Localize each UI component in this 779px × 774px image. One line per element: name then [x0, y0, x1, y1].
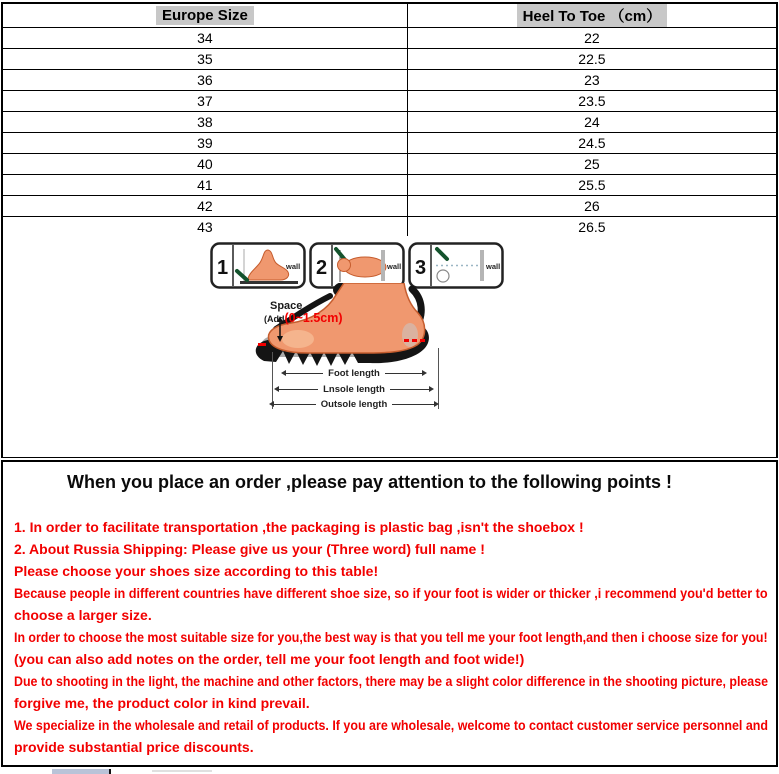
step-number: 2	[316, 257, 328, 279]
order-notice-box	[1, 460, 778, 767]
size-cell: 43	[2, 217, 407, 238]
arrow-right-icon	[434, 401, 439, 407]
size-table-header-heel	[407, 3, 777, 28]
table-row	[2, 112, 777, 133]
foot-toe-icon	[338, 259, 351, 272]
wall-label: wall	[486, 262, 501, 271]
length-cell: 23	[407, 70, 777, 91]
size-table	[1, 2, 778, 239]
toe-highlight	[282, 330, 314, 348]
wall-bar	[381, 250, 385, 281]
size-cell: 39	[2, 133, 407, 154]
space-label: Space	[270, 300, 303, 312]
notice-line: choose a larger size.	[14, 607, 152, 623]
next-row-divider-fragment	[109, 769, 111, 774]
toe-marker-red	[258, 343, 266, 346]
arrow-right-icon	[429, 386, 434, 392]
wall-bar	[480, 250, 484, 281]
notice-line: 1. In order to facilitate transportation ,the packaging is plastic bag ,isn't the shoebox !	[14, 519, 584, 535]
table-row	[2, 196, 777, 217]
notice-line: Because people in different countries have different shoe size, so if your foot is wider or thicker ,i recommend you'd better to	[14, 585, 768, 601]
length-cell: 22	[407, 28, 777, 49]
measure-step-2-panel	[309, 242, 405, 289]
length-cell: 22.5	[407, 49, 777, 70]
table-row	[2, 175, 777, 196]
next-row-fragment	[52, 769, 109, 774]
table-row	[2, 49, 777, 70]
heel-marker-red	[412, 339, 417, 342]
notice-line: (you can also add notes on the order, tell me your foot length and foot wide!)	[14, 651, 525, 667]
europe-size-header-label: Europe Size	[156, 6, 254, 25]
length-cell: 24	[407, 112, 777, 133]
length-cell: 25	[407, 154, 777, 175]
length-cell: 24.5	[407, 133, 777, 154]
foot-measure-diagram-row	[1, 236, 778, 458]
insole-length-label: Lnsole length	[323, 383, 385, 395]
arrow-right-icon	[422, 370, 427, 376]
foot-length-label: Foot length	[328, 367, 380, 379]
size-table-header-row	[2, 3, 777, 28]
size-table-header-europe	[2, 3, 407, 28]
wall-label: wall	[387, 262, 402, 271]
dimension-outsole-length	[269, 399, 439, 409]
table-row	[2, 133, 777, 154]
notice-line: Due to shooting in the light, the machine and other factors, there may be a slight color difference in the shooting picture, please	[14, 673, 769, 689]
size-cell: 41	[2, 175, 407, 196]
notice-lines	[14, 516, 768, 758]
notice-line: In order to choose the most suitable size for you,the best way is that you tell me your foot length,and then i choose size for you!	[14, 629, 768, 645]
space-add-red: (0~1.5cm)	[284, 311, 343, 325]
size-cell: 37	[2, 91, 407, 112]
dimension-foot-length	[281, 368, 427, 378]
measure-step-1-panel	[210, 242, 306, 289]
next-row-smudge	[152, 770, 212, 772]
length-cell: 26.5	[407, 217, 777, 238]
dimension-insole-length	[274, 384, 434, 394]
heel-inlay	[402, 323, 418, 347]
space-add-label	[264, 312, 343, 325]
notice-line: 2. About Russia Shipping: Please give us your (Three word) full name !	[14, 541, 485, 557]
table-row	[2, 70, 777, 91]
size-cell: 34	[2, 28, 407, 49]
table-row	[2, 91, 777, 112]
step-number: 3	[415, 257, 427, 279]
measure-step-3-panel	[408, 242, 504, 289]
size-cell: 35	[2, 49, 407, 70]
table-row	[2, 154, 777, 175]
length-cell: 23.5	[407, 91, 777, 112]
tape-measure-icon	[437, 270, 449, 282]
wall-label: wall	[286, 262, 301, 271]
table-row	[2, 217, 777, 238]
heel-to-toe-header-label: Heel To Toe （cm）	[517, 4, 668, 27]
notice-line: provide substantial price discounts.	[14, 739, 254, 755]
size-cell: 42	[2, 196, 407, 217]
space-add-black: (Add	[264, 314, 285, 324]
length-cell: 26	[407, 196, 777, 217]
length-cell: 25.5	[407, 175, 777, 196]
size-cell: 40	[2, 154, 407, 175]
size-cell: 36	[2, 70, 407, 91]
notice-line: forgive me, the product color in kind prevail.	[14, 695, 310, 711]
notice-heading: When you place an order ,please pay attention to the following points !	[66, 472, 673, 492]
foot-length-illustration	[246, 283, 456, 375]
notice-line: Please choose your shoes size according to this table!	[14, 563, 379, 579]
step-number: 1	[217, 257, 229, 279]
outsole-length-label: Outsole length	[320, 398, 388, 410]
heel-marker-red	[420, 339, 425, 342]
table-row	[2, 28, 777, 49]
size-cell: 38	[2, 112, 407, 133]
notice-line: We specialize in the wholesale and retail of products. If you are wholesale, welcome to contact customer service personnel and	[14, 717, 768, 733]
heel-marker-red	[404, 339, 409, 342]
